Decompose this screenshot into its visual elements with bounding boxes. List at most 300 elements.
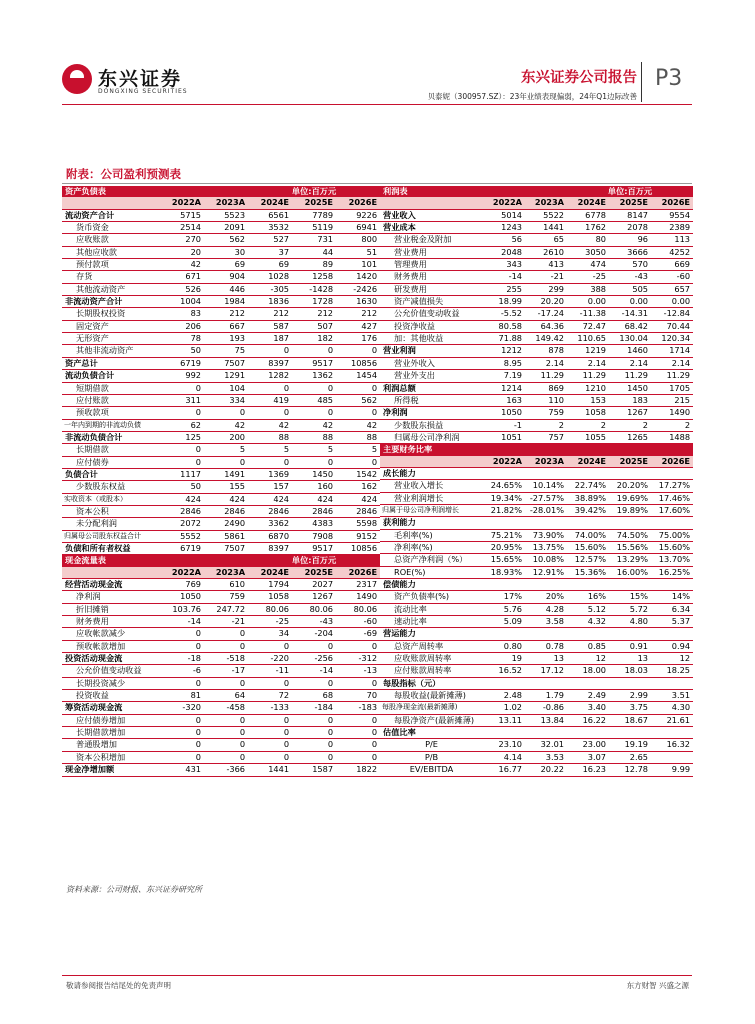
row-value: 16.25% <box>651 566 693 578</box>
table-row <box>380 603 693 615</box>
row-value: -518 <box>204 653 248 665</box>
year-header: 2023A <box>204 197 248 209</box>
row-value: 42 <box>204 419 248 431</box>
table-row <box>62 616 380 628</box>
row-value: 18.93% <box>483 566 525 578</box>
row-label: 应收账款周转率 <box>380 653 483 665</box>
row-value: 212 <box>292 308 336 320</box>
row-value: 2.14 <box>609 357 651 369</box>
row-label: 速动比率 <box>380 616 483 628</box>
row-label: 每股指标（元） <box>380 677 693 689</box>
row-value: 1282 <box>248 370 292 382</box>
row-value: 0.91 <box>609 640 651 652</box>
row-value: 212 <box>248 308 292 320</box>
row-value: 1214 <box>483 382 525 394</box>
row-value: -60 <box>651 271 693 283</box>
row-value: 0 <box>336 456 380 468</box>
row-value: 3532 <box>248 222 292 234</box>
table-row <box>380 259 693 271</box>
table-row <box>62 542 380 554</box>
table-row <box>62 665 380 677</box>
row-value: 1794 <box>248 579 292 591</box>
table-row <box>62 640 380 652</box>
report-subtitle: 贝泰妮（300957.SZ）：23年业绩表现偏弱，24年Q1边际改善 <box>427 92 637 101</box>
row-value: 19.69% <box>609 492 651 504</box>
row-value: 0 <box>292 382 336 394</box>
row-value: 75 <box>204 345 248 357</box>
row-value: 78 <box>160 333 204 345</box>
row-value: 424 <box>336 493 380 505</box>
section-row <box>380 727 693 739</box>
row-value: 88 <box>248 431 292 443</box>
table-row <box>62 357 380 369</box>
table-row <box>62 222 380 234</box>
row-label: 应收账款 <box>62 234 160 246</box>
row-value: 1420 <box>336 271 380 283</box>
section-row <box>380 628 693 640</box>
row-label: 其他应收款 <box>62 246 160 258</box>
row-value: 89 <box>292 259 336 271</box>
row-value: 110 <box>525 394 567 406</box>
row-value: 2072 <box>160 518 204 530</box>
table-row <box>380 382 693 394</box>
row-value: 0 <box>248 677 292 689</box>
row-value: -21 <box>525 271 567 283</box>
row-value: -28.01% <box>525 504 567 516</box>
row-value: 12.57% <box>567 554 609 566</box>
row-value: 23.10 <box>483 739 525 751</box>
row-label: 无形资产 <box>62 333 160 345</box>
row-value: 51 <box>336 246 380 258</box>
row-value: 5 <box>336 444 380 456</box>
table-unit: 单位:百万元 <box>248 186 380 197</box>
year-header-blank <box>62 197 160 209</box>
table-row <box>62 419 380 431</box>
row-value: 16.77 <box>483 764 525 776</box>
row-value: 8397 <box>248 542 292 554</box>
row-value: -11 <box>248 665 292 677</box>
table-title: 现金流量表 <box>62 555 248 567</box>
row-value: 176 <box>336 333 380 345</box>
row-value: -0.86 <box>525 702 567 714</box>
row-label: 毛利率(%) <box>380 529 483 541</box>
row-value: 1714 <box>651 345 693 357</box>
row-label: 少数股东损益 <box>380 419 483 431</box>
row-value: 1362 <box>292 370 336 382</box>
row-value: 311 <box>160 394 204 406</box>
table-unit <box>567 444 693 456</box>
row-value: 4.32 <box>567 616 609 628</box>
row-value: 19.89% <box>609 504 651 516</box>
row-label: 净利率(%) <box>380 541 483 553</box>
row-value: 83 <box>160 308 204 320</box>
table-row <box>380 209 693 221</box>
row-value: 1587 <box>292 764 336 776</box>
table-row <box>380 431 693 443</box>
row-value: 570 <box>609 259 651 271</box>
row-value: 5119 <box>292 222 336 234</box>
section-row <box>380 467 693 479</box>
row-value: 4.80 <box>609 616 651 628</box>
section-row <box>380 677 693 689</box>
row-value: 0 <box>160 407 204 419</box>
row-value: 7908 <box>292 530 336 542</box>
row-value: 212 <box>336 308 380 320</box>
row-label: 长期借款增加 <box>62 727 160 739</box>
row-value: 0 <box>336 751 380 763</box>
row-value: 1762 <box>567 222 609 234</box>
row-value: 200 <box>204 431 248 443</box>
row-label: 每股净资产(最新摊薄) <box>380 714 483 726</box>
row-value: 1117 <box>160 468 204 480</box>
table-row <box>380 739 693 751</box>
row-value: -312 <box>336 653 380 665</box>
row-value: 206 <box>160 320 204 332</box>
row-value: 11.29 <box>651 370 693 382</box>
row-value: 0 <box>160 640 204 652</box>
year-header-row <box>380 456 693 468</box>
row-value: 1004 <box>160 296 204 308</box>
table-row <box>380 702 693 714</box>
row-label: 长期投资减少 <box>62 677 160 689</box>
row-value: 1450 <box>292 468 336 480</box>
row-value: 50 <box>160 345 204 357</box>
row-value: 424 <box>292 493 336 505</box>
row-value: 9517 <box>292 357 336 369</box>
row-value: 2.14 <box>567 357 609 369</box>
row-value: 0 <box>204 456 248 468</box>
table-row <box>62 727 380 739</box>
row-label: 筹资活动现金流 <box>62 702 160 714</box>
row-label: 营业外支出 <box>380 370 483 382</box>
row-label: 归属于母公司净利润增长 <box>380 504 483 516</box>
row-value: 0 <box>160 456 204 468</box>
row-value: 2610 <box>525 246 567 258</box>
row-label: 投资净收益 <box>380 320 483 332</box>
table-unit: 单位:百万元 <box>567 186 693 197</box>
row-value: 2 <box>609 419 651 431</box>
section-title: 附表：公司盈利预测表 <box>66 167 181 181</box>
row-value: 64.36 <box>525 320 567 332</box>
table-unit: 单位:百万元 <box>248 555 380 567</box>
row-value: 1265 <box>609 431 651 443</box>
year-header-blank <box>380 456 483 468</box>
row-value: 75.00% <box>651 529 693 541</box>
row-label: 预收款项 <box>62 407 160 419</box>
row-value: 5 <box>292 444 336 456</box>
row-value: -12.84 <box>651 308 693 320</box>
row-value: -256 <box>292 653 336 665</box>
row-label: 非流动负债合计 <box>62 431 160 443</box>
row-value: 505 <box>609 283 651 295</box>
row-label: 一年内到期的非流动负债 <box>62 419 160 431</box>
row-value: 1705 <box>651 382 693 394</box>
row-value: -43 <box>292 616 336 628</box>
table-row <box>62 690 380 702</box>
row-value: 96 <box>609 234 651 246</box>
row-value: 5.76 <box>483 603 525 615</box>
table-row <box>380 504 693 516</box>
row-label: 净利润 <box>380 407 483 419</box>
table-row <box>380 492 693 504</box>
row-label: 总资产净利润（%） <box>380 554 483 566</box>
row-value: 8397 <box>248 357 292 369</box>
row-label: 现金净增加额 <box>62 764 160 776</box>
row-value: 0 <box>160 739 204 751</box>
row-value: 1050 <box>483 407 525 419</box>
table-row <box>380 640 693 652</box>
row-value: 9554 <box>651 209 693 221</box>
row-label: 实收资本（或股本） <box>62 493 160 505</box>
row-value: 587 <box>248 320 292 332</box>
row-label: 负债和所有者权益 <box>62 542 160 554</box>
row-value: 9226 <box>336 209 380 221</box>
table-row <box>380 714 693 726</box>
row-value: 0 <box>204 407 248 419</box>
row-label: 营业利润 <box>380 345 483 357</box>
row-value: 1050 <box>160 591 204 603</box>
row-label: 成长能力 <box>380 467 693 479</box>
row-value: 2.99 <box>609 690 651 702</box>
logo-english-name: DONGXING SECURITIES <box>98 88 188 95</box>
row-value: 1454 <box>336 370 380 382</box>
row-label: 利润总额 <box>380 382 483 394</box>
row-value: 2027 <box>292 579 336 591</box>
row-value: 1441 <box>525 222 567 234</box>
row-value: 2.14 <box>651 357 693 369</box>
row-label: 流动资产合计 <box>62 209 160 221</box>
row-value: 1051 <box>483 431 525 443</box>
row-value: 1728 <box>292 296 336 308</box>
row-value: 657 <box>651 283 693 295</box>
row-value: 70.44 <box>651 320 693 332</box>
row-value: 0 <box>204 739 248 751</box>
row-label: 预收帐款增加 <box>62 640 160 652</box>
row-label: 偿债能力 <box>380 579 693 591</box>
row-value: 255 <box>483 283 525 295</box>
row-value: -21 <box>204 616 248 628</box>
row-value: 42 <box>248 419 292 431</box>
row-label: 资本公积 <box>62 505 160 517</box>
row-value: 20 <box>160 246 204 258</box>
row-label: 归属母公司股东权益合计 <box>62 530 160 542</box>
row-value: 0 <box>248 345 292 357</box>
year-header: 2022A <box>483 197 525 209</box>
row-value: 343 <box>483 259 525 271</box>
year-header: 2025E <box>292 567 336 579</box>
row-label: 存货 <box>62 271 160 283</box>
table-row <box>62 530 380 542</box>
income-ratio-table <box>380 186 693 777</box>
row-value: 18.03 <box>609 665 651 677</box>
row-value: 3666 <box>609 246 651 258</box>
table-row <box>62 628 380 640</box>
row-value: 5715 <box>160 209 204 221</box>
row-value: 3.53 <box>525 751 567 763</box>
row-value: 215 <box>651 394 693 406</box>
row-value: 13.75% <box>525 541 567 553</box>
table-row <box>62 246 380 258</box>
row-value: 2.14 <box>525 357 567 369</box>
row-value: 20.20% <box>609 480 651 492</box>
row-value: 5861 <box>204 530 248 542</box>
row-value: 12.91% <box>525 566 567 578</box>
row-value: 2.65 <box>609 751 651 763</box>
row-value: -2426 <box>336 283 380 295</box>
table-row <box>380 370 693 382</box>
row-value: 16.23 <box>567 764 609 776</box>
row-value: 17.27% <box>651 480 693 492</box>
table-row <box>62 407 380 419</box>
row-value: 4383 <box>292 518 336 530</box>
row-value: 247.72 <box>204 603 248 615</box>
row-value: 474 <box>567 259 609 271</box>
row-value: 42 <box>336 419 380 431</box>
row-value: 13.29% <box>609 554 651 566</box>
row-value: 15.65% <box>483 554 525 566</box>
row-label: 公允价值变动收益 <box>62 665 160 677</box>
row-value: 2078 <box>609 222 651 234</box>
row-value: 904 <box>204 271 248 283</box>
row-value: 2048 <box>483 246 525 258</box>
year-header: 2026E <box>651 456 693 468</box>
row-value: 50 <box>160 481 204 493</box>
table-row <box>380 271 693 283</box>
row-value: 5 <box>248 444 292 456</box>
row-value: 7.19 <box>483 370 525 382</box>
row-value: 16.52 <box>483 665 525 677</box>
row-value: 18.25 <box>651 665 693 677</box>
row-value: 5598 <box>336 518 380 530</box>
row-label: 财务费用 <box>62 616 160 628</box>
row-value: -6 <box>160 665 204 677</box>
row-value: 17.60% <box>651 504 693 516</box>
row-label: 货币资金 <box>62 222 160 234</box>
year-header: 2023A <box>204 567 248 579</box>
row-value: 5523 <box>204 209 248 221</box>
row-value: 13.70% <box>651 554 693 566</box>
row-value: 3.51 <box>651 690 693 702</box>
row-value: 2091 <box>204 222 248 234</box>
row-value: 2846 <box>248 505 292 517</box>
row-value: -17 <box>204 665 248 677</box>
row-value: 17% <box>483 591 525 603</box>
row-label: 其他非流动资产 <box>62 345 160 357</box>
row-label: 投资收益 <box>62 690 160 702</box>
row-value: 388 <box>567 283 609 295</box>
row-value: 15% <box>609 591 651 603</box>
table-row <box>62 764 380 776</box>
row-value: 5.37 <box>651 616 693 628</box>
row-value: 0 <box>204 628 248 640</box>
row-value: 11.29 <box>567 370 609 382</box>
row-value: 0 <box>336 407 380 419</box>
row-value: 11.29 <box>609 370 651 382</box>
row-value: 3.75 <box>609 702 651 714</box>
table-row <box>62 505 380 517</box>
year-header-blank <box>380 197 483 209</box>
row-value: 2846 <box>204 505 248 517</box>
row-value: 18.00 <box>567 665 609 677</box>
row-value: 0 <box>248 640 292 652</box>
table-row <box>380 751 693 763</box>
row-label: 总资产周转率 <box>380 640 483 652</box>
table-row <box>62 333 380 345</box>
row-value: 0.80 <box>483 640 525 652</box>
row-value: 424 <box>248 493 292 505</box>
row-value: 73.90% <box>525 529 567 541</box>
row-value: 0 <box>248 739 292 751</box>
row-value: 69 <box>248 259 292 271</box>
row-value: 0 <box>248 456 292 468</box>
row-value: 0 <box>160 444 204 456</box>
row-value: 74.00% <box>567 529 609 541</box>
row-label: 应付债券 <box>62 456 160 468</box>
table-row <box>380 234 693 246</box>
row-label: 营业费用 <box>380 246 483 258</box>
table-row <box>380 480 693 492</box>
row-value: 1212 <box>483 345 525 357</box>
row-value: 20.22 <box>525 764 567 776</box>
row-value: 18.67 <box>609 714 651 726</box>
row-value: 19.34% <box>483 492 525 504</box>
footer-rule <box>62 975 692 976</box>
row-value: 74.50% <box>609 529 651 541</box>
row-value: 21.82% <box>483 504 525 516</box>
row-value: 8.95 <box>483 357 525 369</box>
row-label: 少数股东权益 <box>62 481 160 493</box>
row-value: 2 <box>651 419 693 431</box>
row-value: -458 <box>204 702 248 714</box>
row-value: 34 <box>248 628 292 640</box>
row-value: 72.47 <box>567 320 609 332</box>
row-value: 1267 <box>292 591 336 603</box>
row-value: 44 <box>292 246 336 258</box>
table-header-row <box>62 555 380 567</box>
table-row <box>62 271 380 283</box>
row-value: 1258 <box>292 271 336 283</box>
row-value: 413 <box>525 259 567 271</box>
row-value: 187 <box>248 333 292 345</box>
row-value: 0 <box>292 345 336 357</box>
row-value: 81 <box>160 690 204 702</box>
row-value: 162 <box>336 481 380 493</box>
row-value: 2846 <box>336 505 380 517</box>
row-value: 2 <box>567 419 609 431</box>
row-value: 0.00 <box>567 296 609 308</box>
row-value: 446 <box>204 283 248 295</box>
row-value: 1210 <box>567 382 609 394</box>
row-value: 759 <box>204 591 248 603</box>
row-value: 671 <box>160 271 204 283</box>
row-value: 212 <box>204 308 248 320</box>
row-value: 16.22 <box>567 714 609 726</box>
year-header: 2026E <box>336 567 380 579</box>
row-value: 12 <box>567 653 609 665</box>
row-value: 21.61 <box>651 714 693 726</box>
row-value: 0 <box>292 751 336 763</box>
table-header-row <box>380 186 693 197</box>
row-value: 183 <box>609 394 651 406</box>
row-value: -25 <box>248 616 292 628</box>
row-value: 37 <box>248 246 292 258</box>
row-value: 71.88 <box>483 333 525 345</box>
row-value <box>651 751 693 763</box>
row-value: 419 <box>248 394 292 406</box>
year-header-row <box>62 197 380 209</box>
row-label: 营业利润增长 <box>380 492 483 504</box>
row-label: 管理费用 <box>380 259 483 271</box>
